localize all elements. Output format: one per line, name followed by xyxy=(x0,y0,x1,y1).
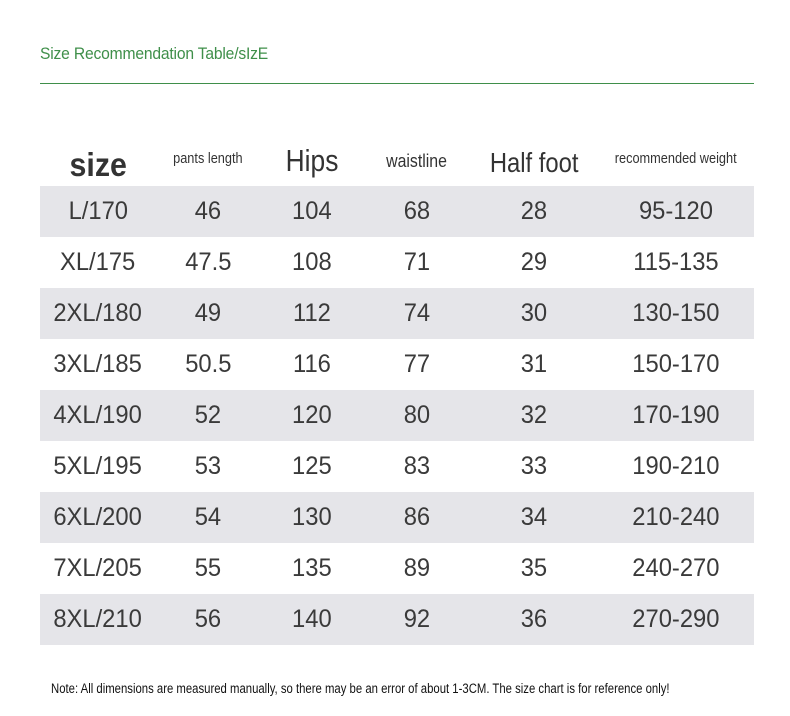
waistline-cell: 77 xyxy=(403,350,431,378)
recommended-weight-cell: 115-135 xyxy=(633,248,719,276)
table-row xyxy=(40,237,754,288)
pants-length-cell: 49 xyxy=(194,299,222,327)
half-foot-cell: 33 xyxy=(520,452,548,480)
pants-length-cell: 56 xyxy=(194,605,222,633)
recommended-weight-cell: 190-210 xyxy=(632,452,720,480)
disclaimer-note: Note: All dimensions are measured manually, so there may be an error of about 1-3CM. The size chart is for reference only! xyxy=(51,681,670,696)
size-cell: XL/175 xyxy=(60,248,136,276)
table-row xyxy=(40,390,754,441)
header-size-label: size xyxy=(69,146,127,183)
half-foot-cell: 36 xyxy=(520,605,548,633)
hips-cell: 125 xyxy=(292,452,332,480)
pants-length-cell: 53 xyxy=(194,452,222,480)
pants-length-cell: 52 xyxy=(194,401,222,429)
header-cell-pants-length xyxy=(156,152,260,170)
size-cell: 2XL/180 xyxy=(53,299,143,327)
table-header-row xyxy=(40,136,754,186)
table-row xyxy=(40,492,754,543)
waistline-cell: 92 xyxy=(403,605,431,633)
title-divider xyxy=(40,83,754,84)
half-foot-cell: 32 xyxy=(520,401,548,429)
pants-length-cell: 46 xyxy=(194,197,222,225)
size-cell: 8XL/210 xyxy=(53,605,143,633)
half-foot-cell: 34 xyxy=(520,503,548,531)
table-row xyxy=(40,288,754,339)
header-recommended-weight-label: recommended weight xyxy=(615,150,737,167)
size-cell: L/170 xyxy=(68,197,128,225)
size-cell: 7XL/205 xyxy=(53,554,143,582)
half-foot-cell: 28 xyxy=(520,197,548,225)
recommended-weight-cell: 240-270 xyxy=(632,554,720,582)
size-cell: 3XL/185 xyxy=(53,350,143,378)
waistline-cell: 86 xyxy=(403,503,431,531)
table-row xyxy=(40,441,754,492)
table-row xyxy=(40,594,754,645)
hips-cell: 130 xyxy=(292,503,332,531)
recommended-weight-cell: 95-120 xyxy=(639,197,713,225)
half-foot-cell: 35 xyxy=(520,554,548,582)
size-cell: 6XL/200 xyxy=(53,503,143,531)
waistline-cell: 89 xyxy=(403,554,431,582)
recommended-weight-cell: 210-240 xyxy=(632,503,720,531)
header-cell-size xyxy=(40,142,156,183)
waistline-cell: 74 xyxy=(403,299,431,327)
header-cell-waistline xyxy=(364,151,470,172)
recommended-weight-cell: 150-170 xyxy=(632,350,720,378)
table-title: Size Recommendation Table/sIzE xyxy=(40,44,269,63)
waistline-cell: 83 xyxy=(403,452,431,480)
hips-cell: 116 xyxy=(293,350,331,378)
half-foot-cell: 30 xyxy=(520,299,548,327)
table-row xyxy=(40,543,754,594)
table-row xyxy=(40,339,754,390)
size-cell: 4XL/190 xyxy=(53,401,143,429)
table-row xyxy=(40,186,754,237)
pants-length-cell: 54 xyxy=(194,503,222,531)
header-hips-label: Hips xyxy=(285,143,339,178)
recommended-weight-cell: 270-290 xyxy=(632,605,720,633)
header-half-foot-label: Half foot xyxy=(489,147,579,178)
header-pants-length-label: pants length xyxy=(173,150,243,167)
size-table xyxy=(40,136,754,645)
pants-length-cell: 55 xyxy=(194,554,222,582)
recommended-weight-cell: 130-150 xyxy=(632,299,720,327)
pants-length-cell: 50.5 xyxy=(184,350,232,378)
hips-cell: 112 xyxy=(293,299,331,327)
waistline-cell: 80 xyxy=(403,401,431,429)
waistline-cell: 71 xyxy=(403,248,431,276)
hips-cell: 108 xyxy=(292,248,332,276)
hips-cell: 135 xyxy=(292,554,332,582)
half-foot-cell: 29 xyxy=(520,248,548,276)
recommended-weight-cell: 170-190 xyxy=(632,401,720,429)
hips-cell: 140 xyxy=(292,605,332,633)
header-cell-hips xyxy=(260,143,364,179)
size-cell: 5XL/195 xyxy=(53,452,143,480)
header-cell-half-foot xyxy=(470,145,598,177)
header-cell-recommended-weight xyxy=(598,152,754,170)
header-waistline-label: waistline xyxy=(386,150,448,171)
hips-cell: 120 xyxy=(292,401,332,429)
half-foot-cell: 31 xyxy=(520,350,548,378)
waistline-cell: 68 xyxy=(403,197,431,225)
hips-cell: 104 xyxy=(292,197,332,225)
pants-length-cell: 47.5 xyxy=(184,248,232,276)
